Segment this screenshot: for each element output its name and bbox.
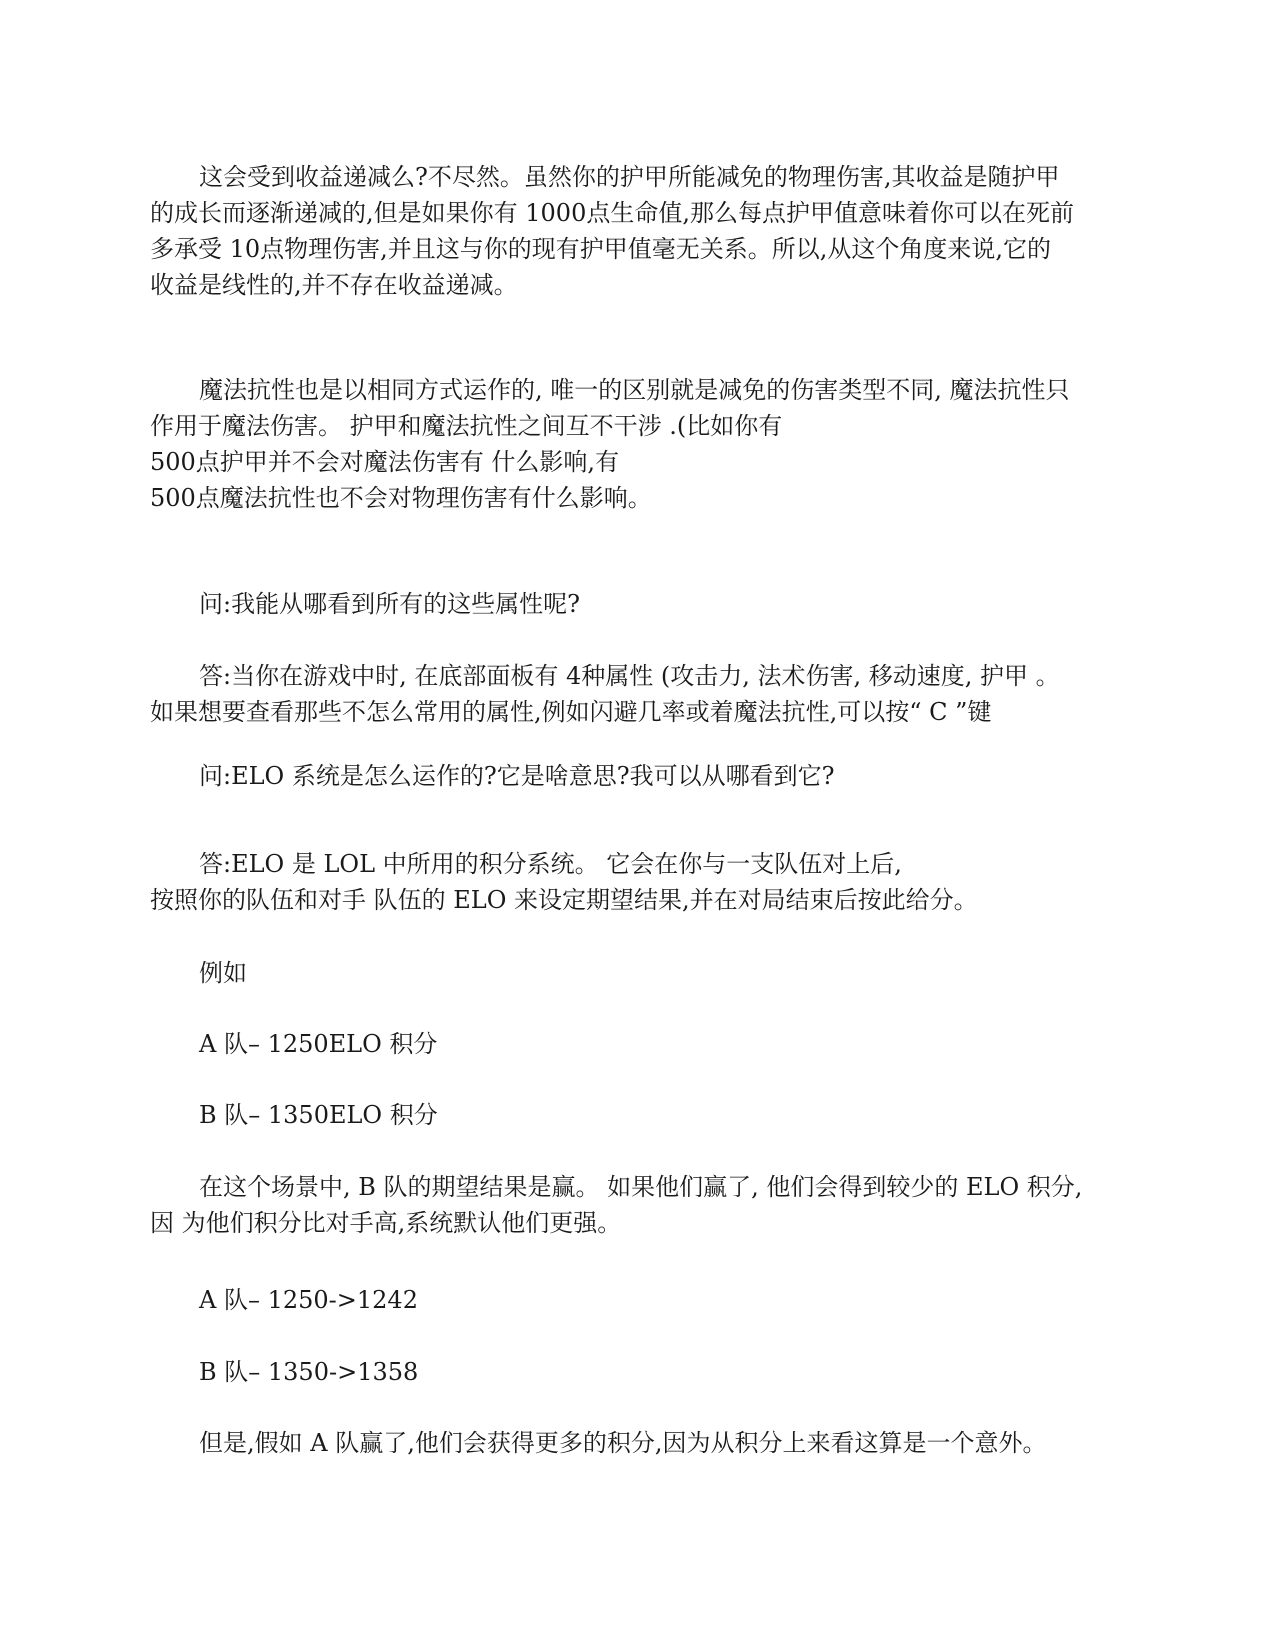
text-line: B 队– 1350ELO 积分 bbox=[199, 1101, 438, 1129]
text-line: 问:ELO 系统是怎么运作的?它是啥意思?我可以从哪看到它? bbox=[199, 762, 835, 790]
paragraph-example-heading bbox=[150, 955, 1110, 991]
text-line: 因 为他们积分比对手高,系统默认他们更强。 bbox=[150, 1209, 622, 1237]
text-line: 在这个场景中, B 队的期望结果是赢。 如果他们赢了, 他们会得到较少的 ELO 积分, bbox=[199, 1173, 1083, 1201]
text-line: 如果想要查看那些不怎么常用的属性,例如闪避几率或着魔法抗性,可以按“ C ”键 bbox=[150, 698, 992, 726]
paragraph-team-b-score bbox=[150, 1097, 1110, 1133]
paragraph-team-a-change bbox=[150, 1282, 1110, 1318]
paragraph-team-a-score bbox=[150, 1026, 1110, 1062]
text-line: 这会受到收益递减么?不尽然。虽然你的护甲所能减免的物理伤害,其收益是随护甲 bbox=[199, 163, 1060, 191]
text-line: 500点魔法抗性也不会对物理伤害有什么影响。 bbox=[150, 484, 652, 512]
text-line: 收益是线性的,并不存在收益递减。 bbox=[150, 271, 518, 299]
paragraph-question-elo bbox=[150, 758, 1110, 794]
text-line: 按照你的队伍和对手 队伍的 ELO 来设定期望结果,并在对局结束后按此给分。 bbox=[150, 886, 978, 914]
text-line: B 队– 1350->1358 bbox=[199, 1358, 419, 1386]
text-line: 魔法抗性也是以相同方式运作的, 唯一的区别就是减免的伤害类型不同, 魔法抗性只 bbox=[199, 376, 1070, 404]
paragraph-upset-note bbox=[150, 1425, 1110, 1461]
text-line: A 队– 1250->1242 bbox=[199, 1286, 418, 1314]
text-line: 答:ELO 是 LOL 中所用的积分系统。 它会在你与一支队伍对上后, bbox=[199, 850, 902, 878]
text-line: 作用于魔法伤害。 护甲和魔法抗性之间互不干涉 .(比如你有 bbox=[150, 412, 783, 440]
paragraph-scenario bbox=[150, 1169, 1110, 1241]
paragraph-answer-stats bbox=[150, 658, 1110, 730]
paragraph-armor-diminishing-returns bbox=[150, 159, 1110, 303]
text-line: A 队– 1250ELO 积分 bbox=[199, 1030, 438, 1058]
paragraph-team-b-change bbox=[150, 1354, 1110, 1390]
paragraph-question-stats bbox=[150, 586, 1110, 622]
paragraph-magic-resist bbox=[150, 372, 1110, 516]
text-line: 问:我能从哪看到所有的这些属性呢? bbox=[199, 590, 580, 618]
text-line: 500点护甲并不会对魔法伤害有 什么影响,有 bbox=[150, 448, 620, 476]
paragraph-answer-elo bbox=[150, 846, 1110, 918]
text-line: 例如 bbox=[199, 959, 247, 987]
text-line: 多承受 10点物理伤害,并且这与你的现有护甲值毫无关系。所以,从这个角度来说,它的 bbox=[150, 235, 1052, 263]
text-line: 答:当你在游戏中时, 在底部面板有 4种属性 (攻击力, 法术伤害, 移动速度, 护甲 。 bbox=[199, 662, 1060, 690]
text-line: 的成长而逐渐递减的,但是如果你有 1000点生命值,那么每点护甲值意味着你可以在死前 bbox=[150, 199, 1074, 227]
text-line: 但是,假如 A 队赢了,他们会获得更多的积分,因为从积分上来看这算是一个意外。 bbox=[199, 1429, 1047, 1457]
